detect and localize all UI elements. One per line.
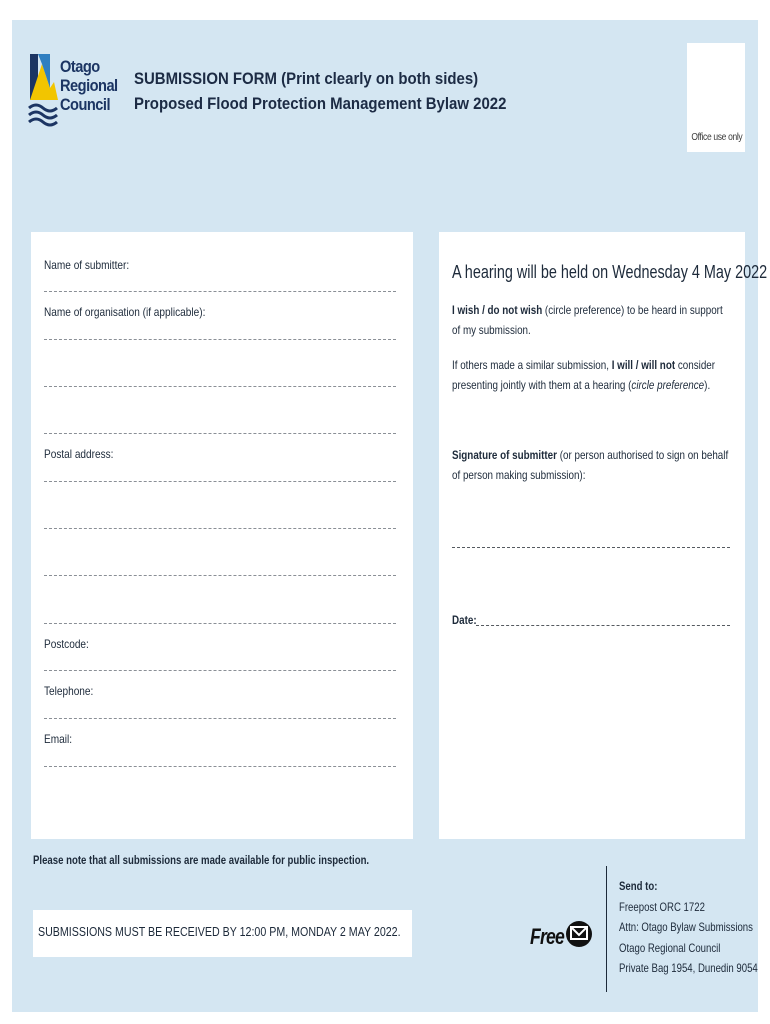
name-field[interactable] — [44, 291, 396, 292]
postal-address-label: Postal address: — [44, 447, 114, 461]
send-to-line-4: Private Bag 1954, Dunedin 9054 — [619, 961, 758, 975]
office-use-label: Office use only — [691, 132, 743, 143]
email-field[interactable] — [44, 766, 396, 767]
logo-word-3: Council — [60, 95, 111, 114]
joint-presentation-text — [452, 355, 731, 395]
send-to-divider — [606, 866, 607, 992]
signature-label: Signature of submitter — [452, 448, 557, 462]
form-title — [134, 66, 506, 116]
name-label: Name of submitter: — [44, 258, 130, 272]
submitter-details-panel — [31, 232, 413, 839]
send-to-line-1: Freepost ORC 1722 — [619, 899, 705, 914]
freepost-label: Free — [530, 924, 564, 949]
joint-options: I will / will not — [611, 358, 676, 372]
send-to-heading: Send to: — [619, 879, 658, 893]
wish-options: I wish / do not wish — [452, 303, 543, 317]
postcode-field[interactable] — [44, 670, 396, 671]
wish-rest: (circle preference) to be heard in support of my submission. — [452, 303, 723, 337]
signature-field[interactable] — [452, 547, 730, 548]
logo-word-2: Regional — [60, 76, 118, 95]
organisation-label: Name of organisation (if applicable): — [44, 305, 206, 319]
joint-post: consider presenting jointly with them at a hearing ( — [452, 358, 716, 392]
postal-address-line-4[interactable] — [44, 623, 396, 624]
hearing-heading: A hearing will be held on Wednesday 4 May 2022 — [452, 262, 768, 282]
send-to-line-3: Otago Regional Council — [619, 940, 721, 955]
send-to-address — [619, 876, 758, 979]
signature-rest: (or person authorised to sign on behalf of person making submission): — [452, 448, 729, 482]
form-title-line-1: SUBMISSION FORM (Print clearly on both sides) — [134, 69, 479, 88]
logo-word-1: Otago — [60, 57, 100, 76]
form-title-line-2: Proposed Flood Protection Management Bylaw 2022 — [134, 94, 507, 113]
freepost-envelope-icon — [565, 910, 593, 958]
organisation-field-line-1[interactable] — [44, 339, 396, 340]
telephone-label: Telephone: — [44, 684, 94, 698]
joint-italic: circle preference — [631, 378, 705, 392]
public-inspection-note: Please note that all submissions are made available for public inspection. — [33, 853, 370, 867]
organisation-field-line-3[interactable] — [44, 433, 396, 434]
joint-pre: If others made a similar submission, — [452, 358, 612, 372]
telephone-field[interactable] — [44, 718, 396, 719]
hearing-wish-text — [452, 300, 731, 340]
postal-address-line-1[interactable] — [44, 481, 396, 482]
logo-wordmark — [60, 57, 118, 114]
joint-end: ). — [704, 378, 711, 392]
deadline-text: SUBMISSIONS MUST BE RECEIVED BY 12:00 PM, MONDAY 2 MAY 2022. — [38, 924, 401, 939]
postal-address-line-2[interactable] — [44, 528, 396, 529]
organisation-field-line-2[interactable] — [44, 386, 396, 387]
send-to-line-2: Attn: Otago Bylaw Submissions — [619, 920, 753, 934]
signature-instructions — [452, 445, 731, 485]
date-label: Date: — [452, 613, 477, 627]
postcode-label: Postcode: — [44, 637, 89, 651]
date-field[interactable] — [476, 625, 730, 626]
postal-address-line-3[interactable] — [44, 575, 396, 576]
email-label: Email: — [44, 732, 73, 746]
